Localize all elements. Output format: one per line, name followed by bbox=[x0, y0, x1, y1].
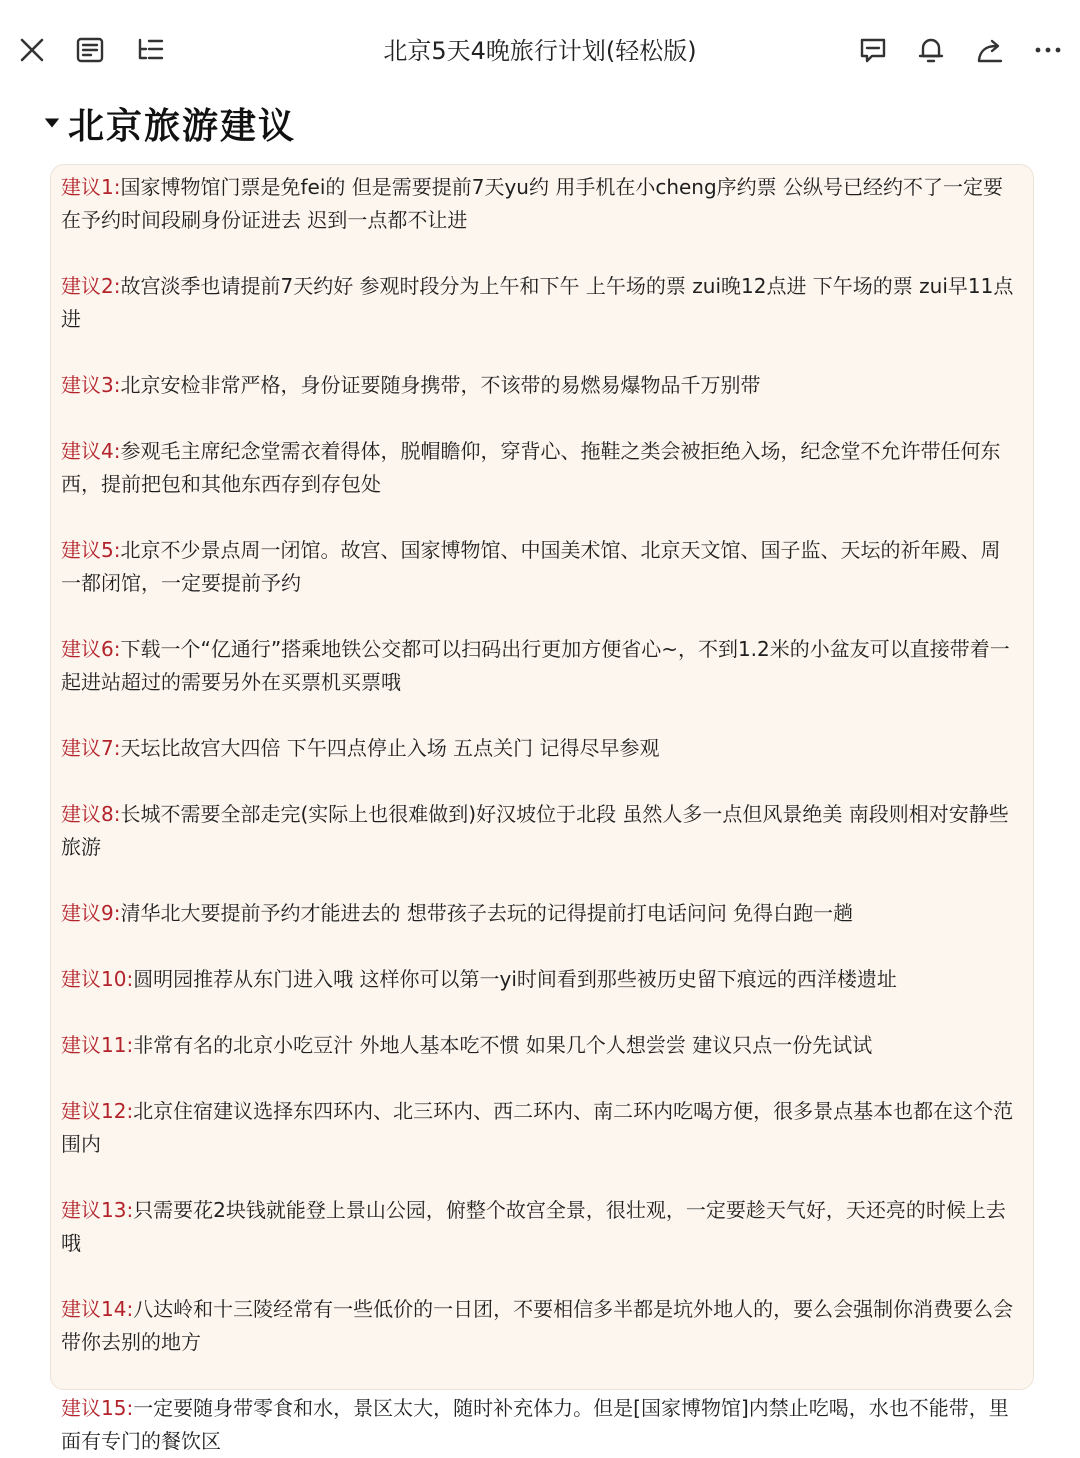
document-icon[interactable] bbox=[72, 32, 108, 68]
outline-icon[interactable] bbox=[132, 32, 168, 68]
document-title: 北京5天4晚旅行计划(轻松版) bbox=[383, 37, 697, 65]
tip-text: 一定要随身带零食和水，景区太大，随时补充体力。但是[国家博物馆]内禁止吃喝，水也不能带，里面有专门的餐饮区 bbox=[61, 1396, 1009, 1453]
tip-label: 建议3: bbox=[61, 373, 121, 397]
tip-label: 建议6: bbox=[61, 637, 121, 661]
tip-item bbox=[61, 270, 1019, 336]
section-title: 北京旅游建议 bbox=[68, 105, 297, 147]
tip-label: 建议10: bbox=[61, 967, 134, 991]
tip-item bbox=[61, 1392, 1019, 1458]
tip-item bbox=[61, 171, 1019, 237]
section-heading bbox=[42, 96, 296, 150]
close-icon[interactable] bbox=[14, 32, 50, 68]
tip-item bbox=[61, 963, 1019, 996]
tip-label: 建议4: bbox=[61, 439, 121, 463]
tip-label: 建议13: bbox=[61, 1198, 134, 1222]
top-toolbar bbox=[0, 0, 1080, 100]
share-icon[interactable] bbox=[972, 32, 1008, 68]
tip-label: 建议1: bbox=[61, 175, 121, 199]
tip-label: 建议14: bbox=[61, 1297, 134, 1321]
more-icon[interactable] bbox=[1030, 32, 1066, 68]
tip-label: 建议15: bbox=[61, 1396, 134, 1420]
tip-item bbox=[61, 534, 1019, 600]
comment-icon[interactable] bbox=[855, 32, 891, 68]
tip-label: 建议7: bbox=[61, 736, 121, 760]
tip-text: 非常有名的北京小吃豆汁 外地人基本吃不惯 如果几个人想尝尝 建议只点一份先试试 bbox=[133, 1033, 873, 1057]
tip-item bbox=[61, 369, 1019, 402]
tip-item bbox=[61, 435, 1019, 501]
tip-label: 建议8: bbox=[61, 802, 121, 826]
tip-text: 故宫淡季也请提前7天约好 参观时段分为上午和下午 上午场的票 zui晚12点进 下午场的票 zui早11点进 bbox=[61, 274, 1014, 331]
tip-text: 八达岭和十三陵经常有一些低价的一日团，不要相信多半都是坑外地人的，要么会强制你消费要么会带你去别的地方 bbox=[61, 1297, 1014, 1354]
tip-label: 建议2: bbox=[61, 274, 121, 298]
tip-item bbox=[61, 732, 1019, 765]
tip-text: 只需要花2块钱就能登上景山公园，俯整个故宫全景，很壮观，一定要趁天气好，天还亮的时候上去哦 bbox=[61, 1198, 1006, 1255]
tip-text: 北京不少景点周一闭馆。故宫、国家博物馆、中国美术馆、北京天文馆、国子监、天坛的祈年殿、周一都闭馆，一定要提前予约 bbox=[61, 538, 1001, 595]
tip-text: 圆明园推荐从东门进入哦 这样你可以第一yi时间看到那些被历史留下痕远的西洋楼遗址 bbox=[133, 967, 897, 991]
tip-item bbox=[61, 798, 1019, 864]
tip-text: 北京住宿建议选择东四环内、北三环内、西二环内、南二环内吃喝方便，很多景点基本也都在这个范围内 bbox=[61, 1099, 1014, 1156]
tip-label: 建议5: bbox=[61, 538, 121, 562]
tip-text: 清华北大要提前予约才能进去的 想带孩子去玩的记得提前打电话问问 免得白跑一趟 bbox=[120, 901, 854, 925]
tip-item bbox=[61, 897, 1019, 930]
bell-icon[interactable] bbox=[913, 32, 949, 68]
tip-label: 建议11: bbox=[61, 1033, 134, 1057]
tip-item bbox=[61, 1029, 1019, 1062]
tip-text: 北京安检非常严格，身份证要随身携带，不该带的易燃易爆物品千万别带 bbox=[120, 373, 761, 397]
tip-text: 天坛比故宫大四倍 下午四点停止入场 五点关门 记得尽早参观 bbox=[120, 736, 660, 760]
tips-card bbox=[50, 164, 1034, 1453]
tip-text: 长城不需要全部走完(实际上也很难做到)好汉坡位于北段 虽然人多一点但风景绝美 南段则相对安静些旅游 bbox=[61, 802, 1009, 859]
tip-item bbox=[61, 633, 1019, 699]
tip-label: 建议9: bbox=[61, 901, 121, 925]
tip-item bbox=[61, 1095, 1019, 1161]
tip-label: 建议12: bbox=[61, 1099, 134, 1123]
tip-text: 下载一个“亿通行”搭乘地铁公交都可以扫码出行更加方便省心~，不到1.2米的小盆友可以直接带着一起进站超过的需要另外在买票机买票哦 bbox=[61, 637, 1010, 694]
tip-item bbox=[61, 1194, 1019, 1260]
tip-text: 国家博物馆门票是免fei的 但是需要提前7天yu约 用手机在小cheng序约票 公纵号已经约不了一定要在予约时间段刷身份证进去 迟到一点都不让进 bbox=[61, 175, 1004, 232]
tip-item bbox=[61, 1293, 1019, 1359]
collapse-triangle-icon[interactable] bbox=[42, 113, 62, 133]
tip-text: 参观毛主席纪念堂需衣着得体，脱帽瞻仰，穿背心、拖鞋之类会被拒绝入场，纪念堂不允许带任何东西，提前把包和其他东西存到存包处 bbox=[61, 439, 1001, 496]
